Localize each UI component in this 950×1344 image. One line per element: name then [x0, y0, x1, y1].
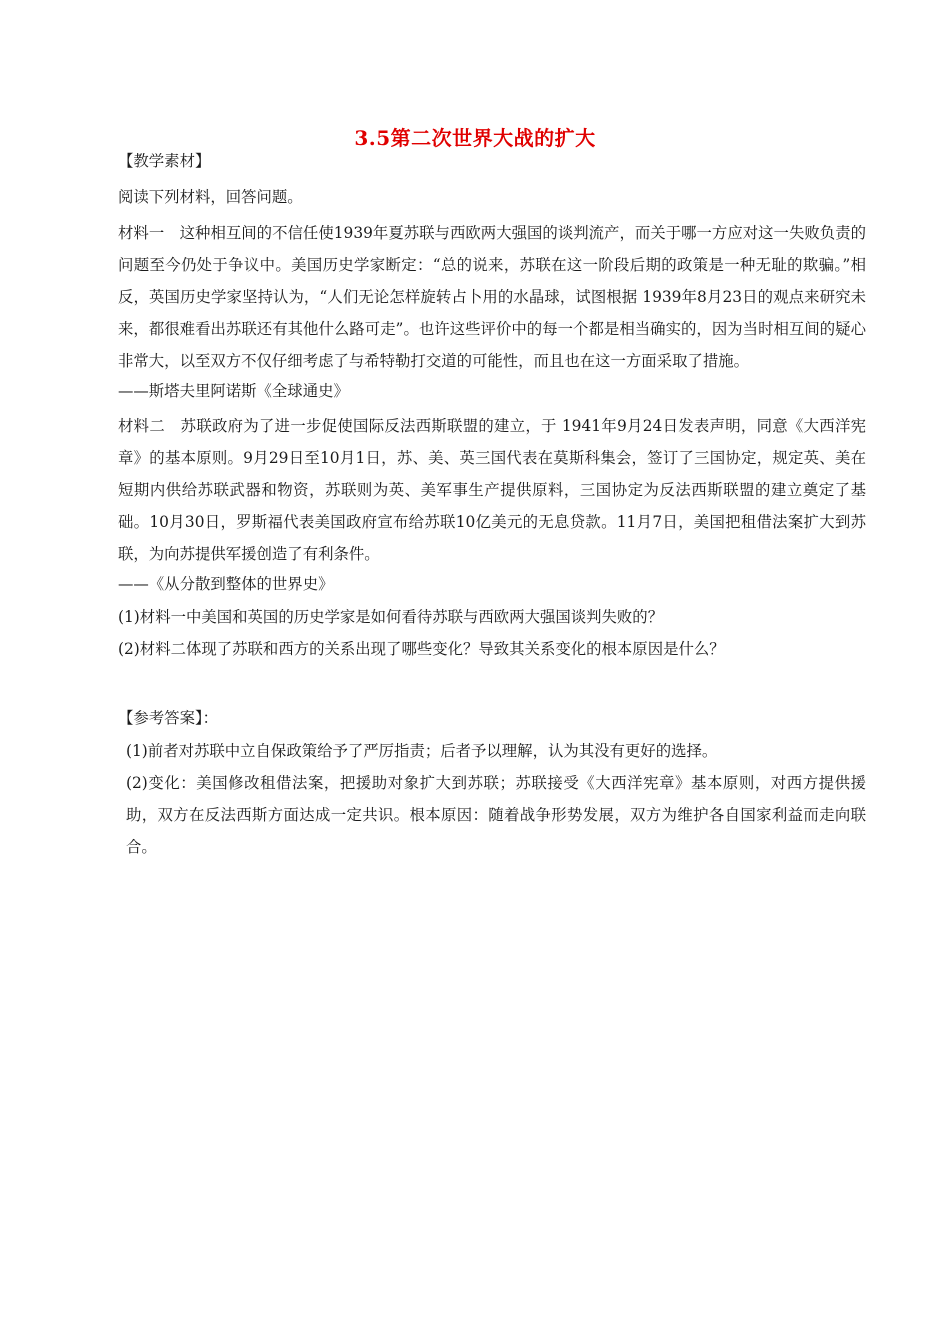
section-spacer [118, 665, 866, 695]
section-label: 【教学素材】 [118, 152, 211, 170]
material-one-source: ——斯塔夫里阿诺斯《全球通史》 [118, 382, 349, 400]
material-one-text: 材料一 这种相互间的不信任使1939年夏苏联与西欧两大强国的谈判流产，而关于哪一方应对这一失败负责的问题至今仍处于争议中。美国历史学家断定：“总的说来，苏联在这一阶段后期的政策是一种无耻的欺骗。”相反，英国历史学家坚持认为，“人们无论怎样旋转占卜用的水晶球，试图根据 1939年8月23日的观点来研究未来，都很难看出苏联还有其他什么路可走”。也许这些评价中的每一个都是相当确实的，因为当时相互间的疑心非常大，以至双方不仅仔细考虑了与希特勒打交道的可能性，而且也在这一方面采取了措施。 [118, 224, 866, 370]
question-one: (1)材料一中美国和英国的历史学家是如何看待苏联与西欧两大强国谈判失败的？ [118, 608, 664, 626]
material-two-text: 材料二 苏联政府为了进一步促使国际反法西斯联盟的建立，于 1941年9月24日发表声明，同意《大西洋宪章》的基本原则。9月29日至10月1日，苏、美、英三国代表在莫斯科集会，签订了三国协定，规定英、美在短期内供给苏联武器和物资，苏联则为英、美军事生产提供原料，三国协定为反法西斯联盟的建立奠定了基础。10月30日，罗斯福代表美国政府宣布给苏联10亿美元的无息贷款。11月7日，美国把租借法案扩大到苏联，为向苏提供军援创造了有利条件。 [118, 417, 866, 563]
answer-two: (2)变化：美国修改租借法案，把援助对象扩大到苏联；苏联接受《大西洋宪章》基本原则，对西方提供援助，双方在反法西斯方面达成一定共识。根本原因：随着战争形势发展，双方为维护各自国家利益而走向联合。 [126, 774, 866, 856]
answer-label: 【参考答案】： [118, 709, 219, 727]
answers [126, 735, 866, 863]
material-two-source: ——《从分散到整体的世界史》 [118, 575, 334, 593]
document-title: 3.5第二次世界大战的扩大 [354, 126, 596, 150]
document-body [118, 148, 866, 863]
instruction-text: 阅读下列材料，回答问题。 [118, 188, 303, 206]
question-two: (2)材料二体现了苏联和西方的关系出现了哪些变化？导致其关系变化的根本原因是什么？ [118, 640, 725, 658]
answer-one: (1)前者对苏联中立自保政策给予了严厉指责；后者予以理解，认为其没有更好的选择。 [126, 742, 718, 760]
